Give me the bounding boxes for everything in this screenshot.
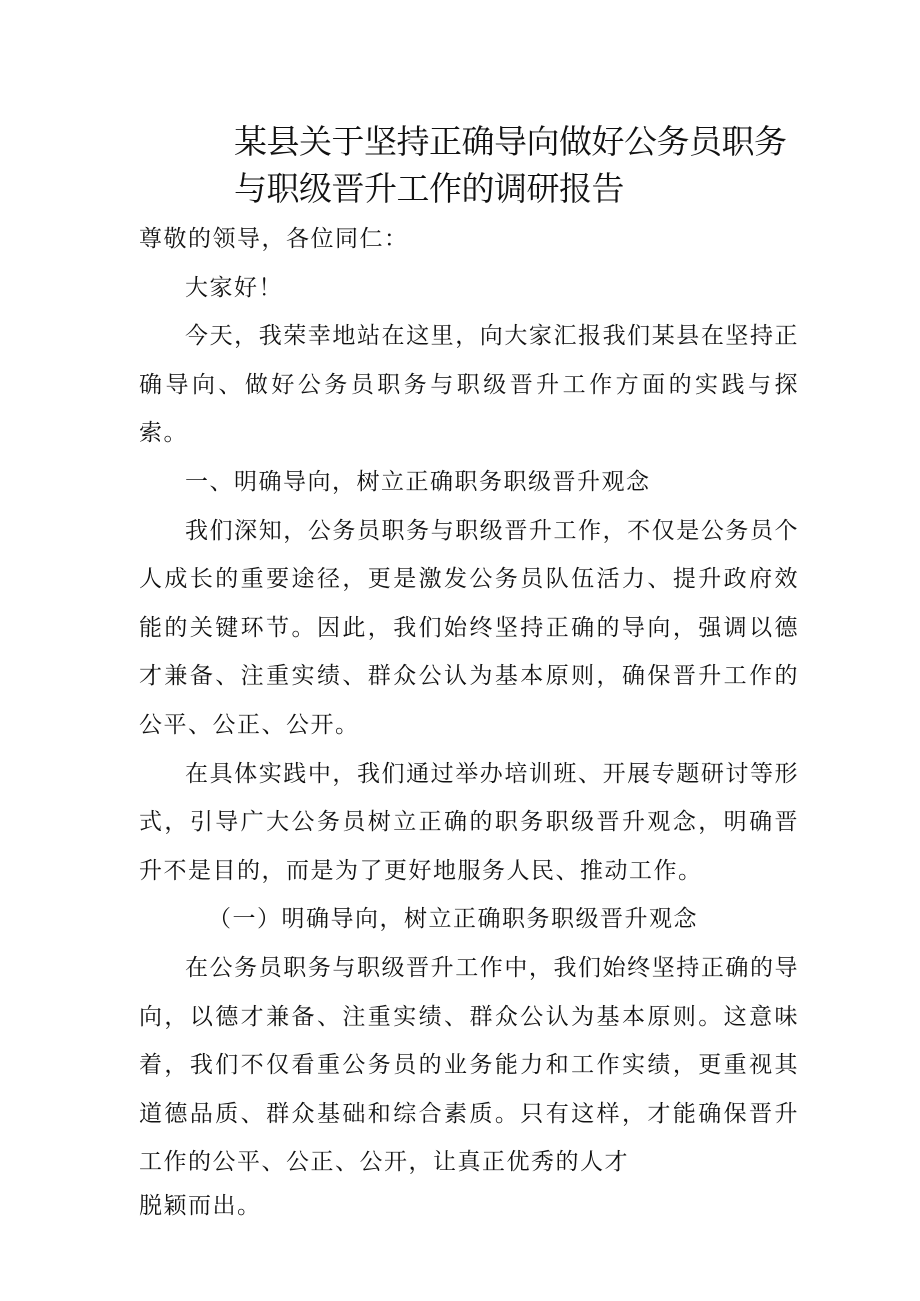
section-heading-1: 一、明确导向，树立正确职务职级晋升观念: [185, 468, 651, 495]
paragraph-2: 在具体实践中，我们通过举办培训班、开展专题研讨等形式，引导广大公务员树立正确的职务职级晋升观念，明确晋升不是目的，而是为了更好地服务人民、推动工作。: [139, 760, 799, 884]
document-title: 某县关于坚持正确导向做好公务员职务与职级晋升工作的调研报告: [234, 122, 787, 208]
paragraph-3: 在公务员职务与职级晋升工作中，我们始终坚持正确的导向，以德才兼备、注重实绩、群众公认为基本原则。这意味着，我们不仅看重公务员的业务能力和工作实绩，更重视其道德品质、群众基础和综合素质。只有这样，才能确保晋升工作的公平、公正、公开，让真正优秀的人才: [139, 954, 799, 1176]
greeting: 大家好！: [185, 274, 283, 301]
subsection-heading-1: （一）明确导向，树立正确职务职级晋升观念: [208, 906, 698, 933]
paragraph-1: 我们深知，公务员职务与职级晋升工作，不仅是公务员个人成长的重要途径，更是激发公务员队伍活力、提升政府效能的关键环节。因此，我们始终坚持正确的导向，强调以德才兼备、注重实绩、群众公认为基本原则，确保晋升工作的公平、公正、公开。: [139, 517, 799, 738]
paragraph-3-tail: 脱颖而出。: [139, 1192, 262, 1219]
intro-paragraph: 今天，我荣幸地站在这里，向大家汇报我们某县在坚持正确导向、做好公务员职务与职级晋升工作方面的实践与探索。: [139, 323, 799, 447]
document-body: [139, 215, 799, 1221]
salutation: 尊敬的领导，各位同仁：: [139, 226, 409, 252]
